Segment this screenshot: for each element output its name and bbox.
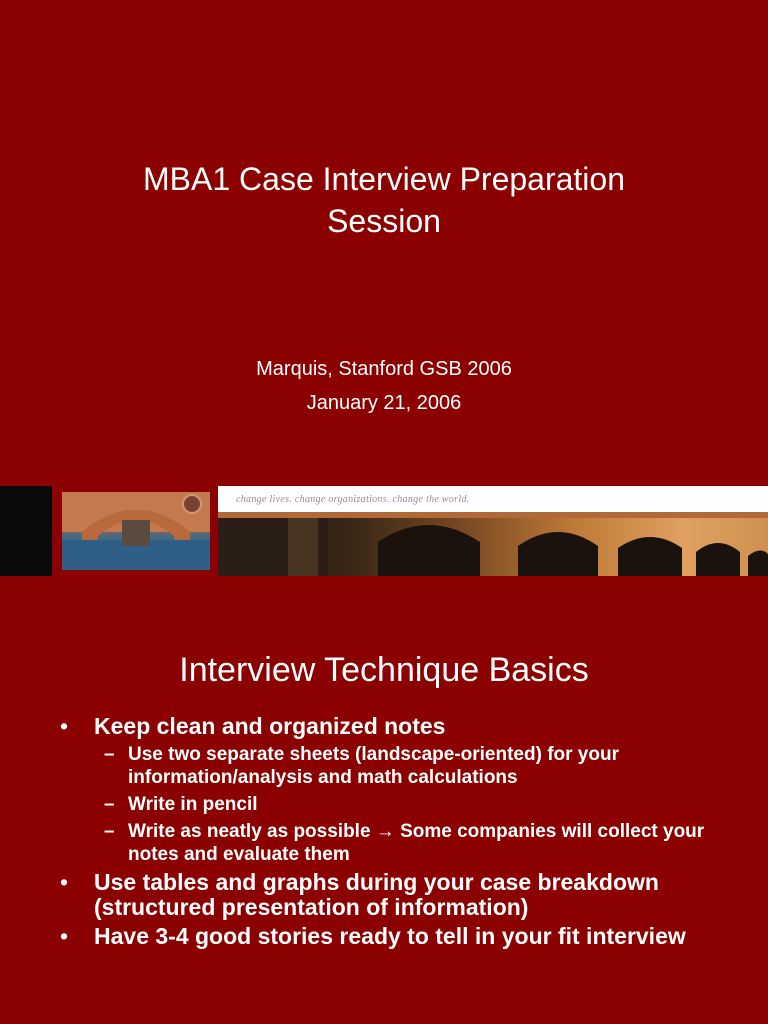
bullet-tables-graphs: • Use tables and graphs during your case breakdown (structured presentation of information) xyxy=(58,870,748,920)
content-slide xyxy=(0,576,768,1024)
bullet-stories: • Have 3-4 good stories ready to tell in your fit interview xyxy=(58,924,748,949)
banner-tagline: change lives. change organizations. change the world. xyxy=(236,494,470,505)
content-slide-title: Interview Technique Basics xyxy=(179,651,589,689)
arch-photo-image xyxy=(62,492,210,570)
slide-title-line2: Session xyxy=(327,203,441,239)
title-slide xyxy=(0,0,768,486)
bullet-list xyxy=(58,714,748,953)
banner-black-block xyxy=(0,486,52,576)
slide-title xyxy=(0,158,768,242)
arcade-photo-image xyxy=(218,512,768,576)
arch-illustration-icon xyxy=(62,492,210,570)
bullet-keep-notes: • Keep clean and organized notes xyxy=(58,714,748,739)
slide-title-line1: MBA1 Case Interview Preparation xyxy=(143,161,625,197)
author-subtitle: Marquis, Stanford GSB 2006 xyxy=(256,358,512,380)
subbullet-pencil: – Write in pencil xyxy=(58,793,748,816)
date-subtitle: January 21, 2006 xyxy=(306,392,462,414)
arcade-illustration-icon xyxy=(218,512,768,576)
subbullet-separate-sheets: – Use two separate sheets (landscape-oriented) for your information/analysis and math calculations xyxy=(58,743,748,789)
stanford-banner xyxy=(0,486,768,576)
subbullet-neatly: – Write as neatly as possible → Some companies will collect your notes and evaluate them xyxy=(58,820,748,866)
